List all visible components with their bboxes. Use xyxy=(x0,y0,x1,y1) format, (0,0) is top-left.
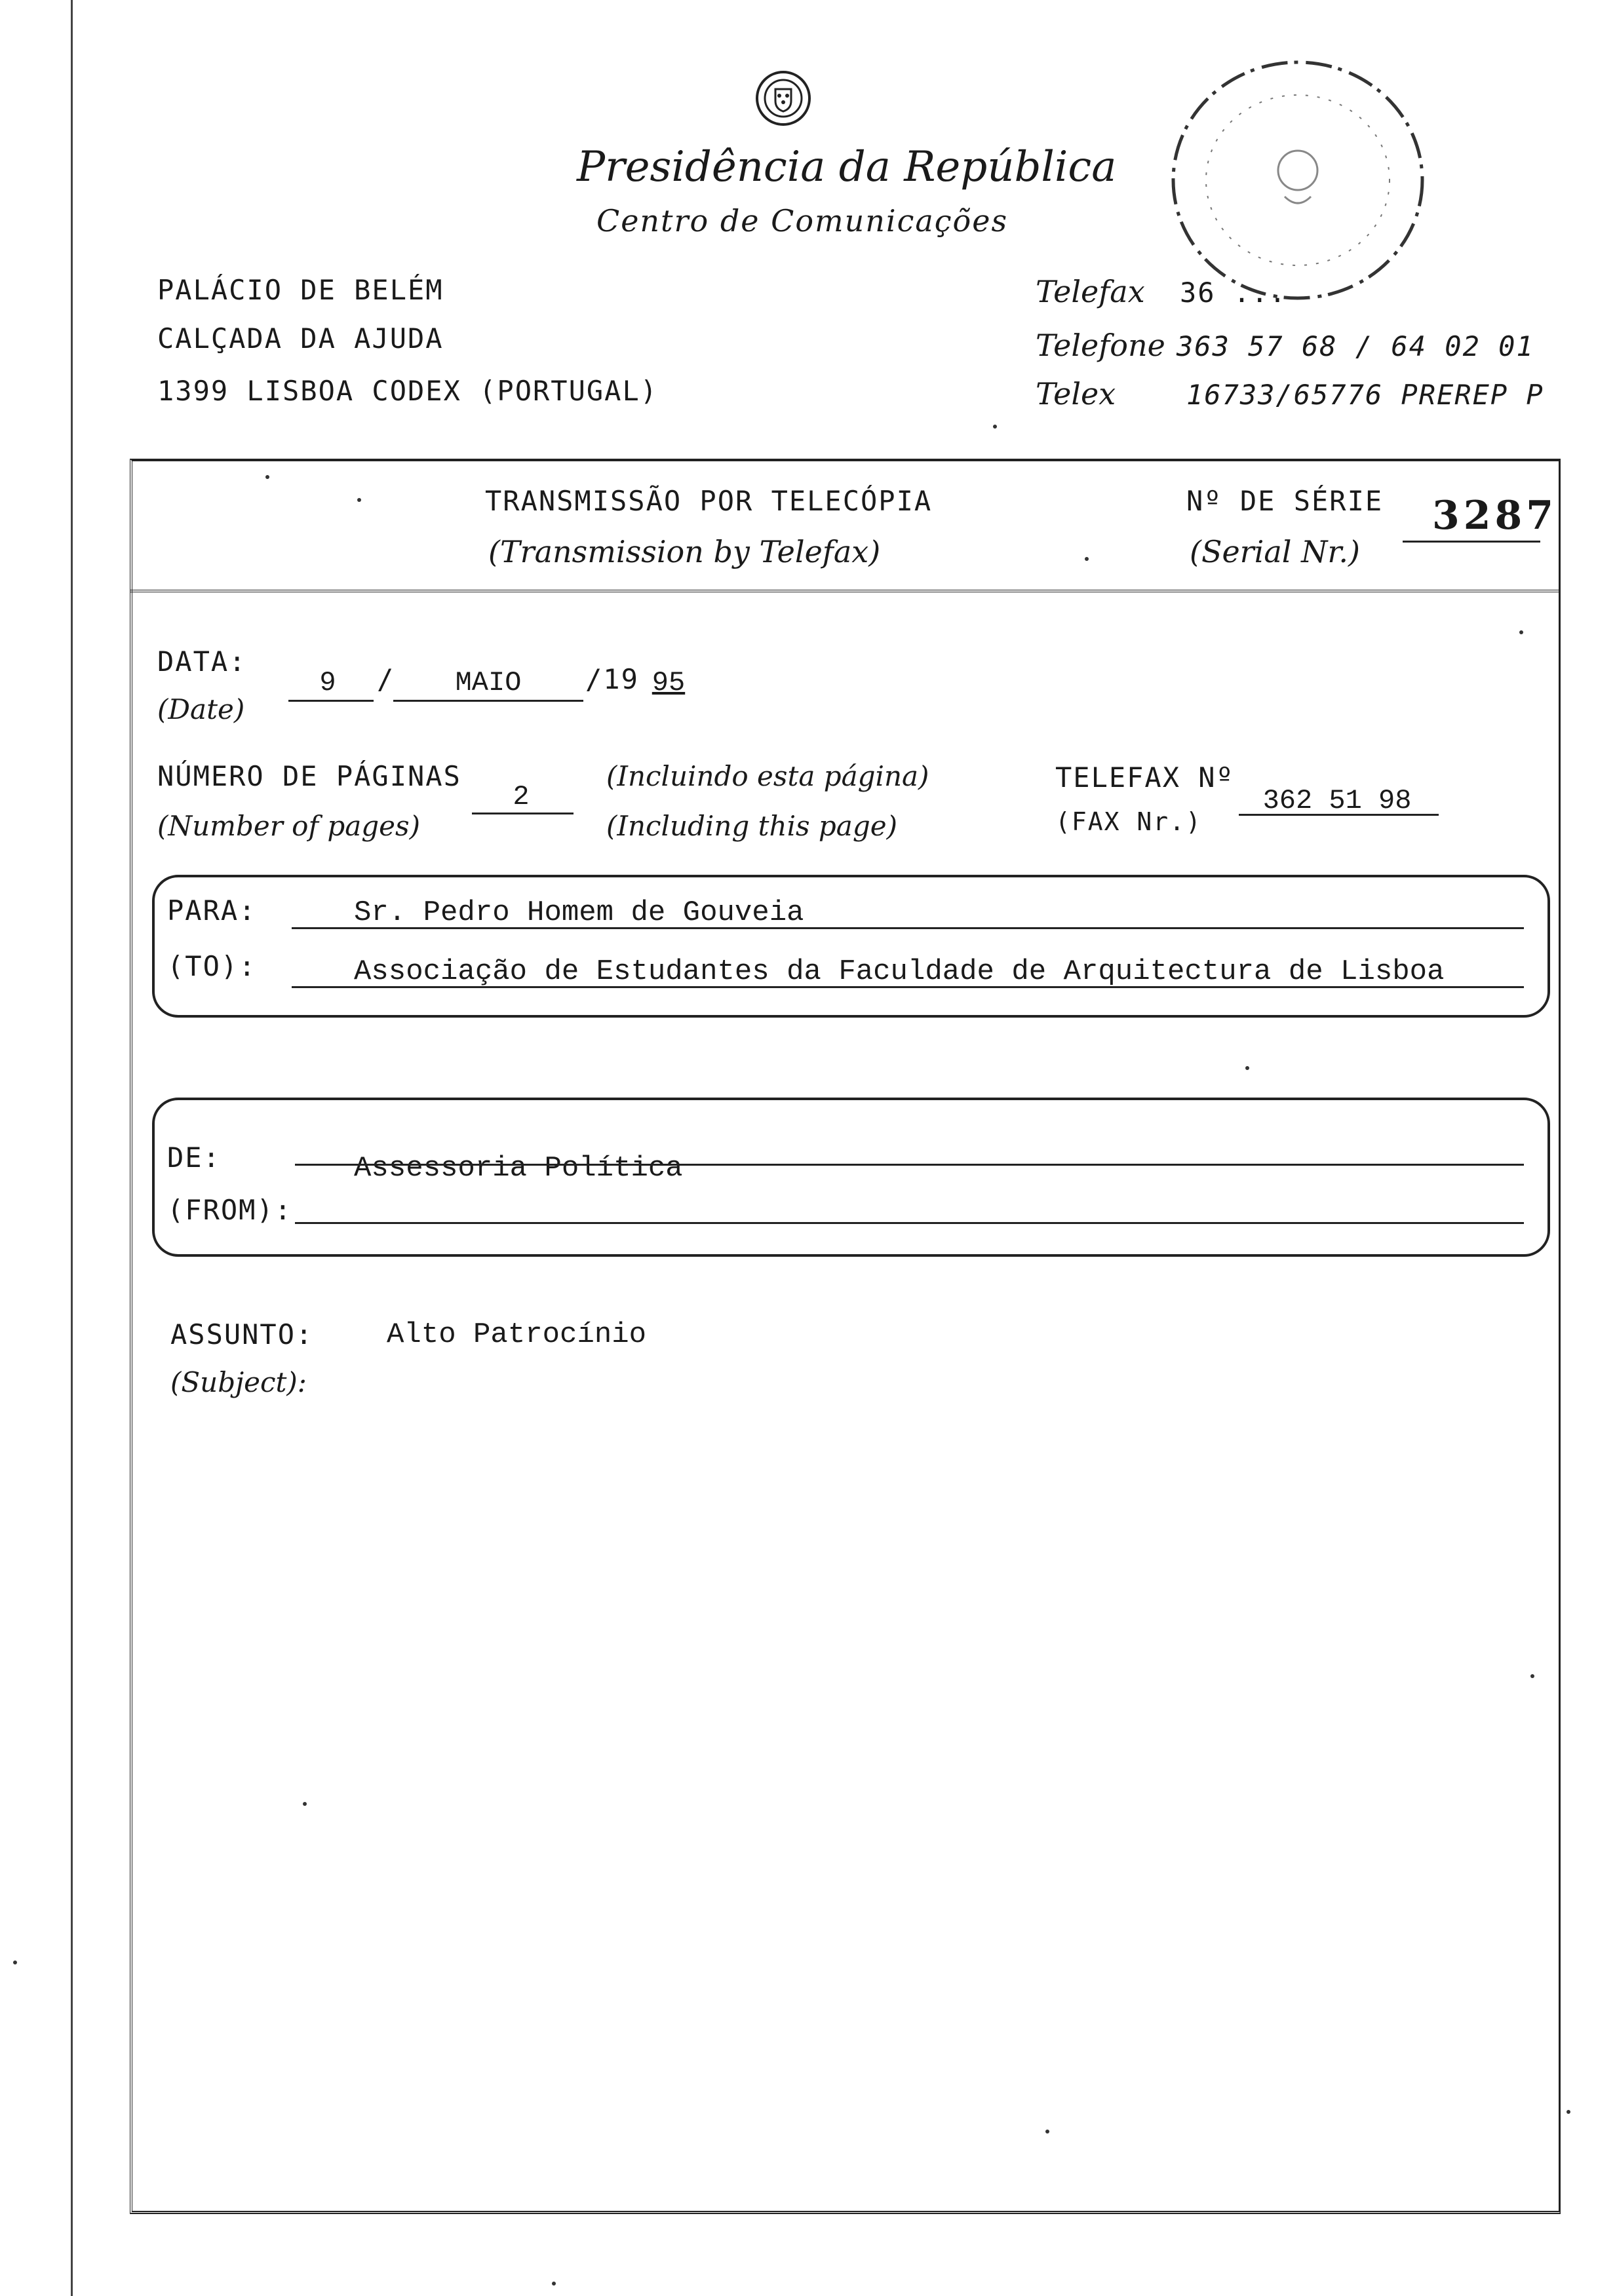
date-year: 95 xyxy=(652,667,686,698)
title-pt: TRANSMISSÃO POR TELECÓPIA xyxy=(485,485,933,517)
date-month: MAIO xyxy=(455,667,522,698)
pages-value: 2 xyxy=(513,781,530,813)
from-label-pt: DE: xyxy=(167,1141,221,1174)
title-divider xyxy=(130,590,1559,592)
subject-label-en: (Subject): xyxy=(170,1366,307,1398)
title-en: (Transmission by Telefax) xyxy=(488,534,881,569)
pages-note-pt: (Incluindo esta página) xyxy=(606,760,929,792)
date-day: 9 xyxy=(319,667,336,698)
org-name: Presidência da República xyxy=(577,143,1117,191)
to-name: Sr. Pedro Homem de Gouveia xyxy=(354,896,804,929)
address-line-3: 1399 LISBOA CODEX (PORTUGAL) xyxy=(157,375,659,407)
subject-label-pt: ASSUNTO: xyxy=(170,1318,314,1350)
serial-underline xyxy=(1403,541,1540,543)
fax-label-en: (FAX Nr.) xyxy=(1055,807,1202,836)
date-day-line xyxy=(288,700,374,702)
republic-emblem xyxy=(750,66,816,131)
to-label-en: (TO): xyxy=(167,950,257,982)
scan-speck xyxy=(13,1961,17,1964)
subject-value: Alto Patrocínio xyxy=(387,1318,647,1351)
address-line-1: PALÁCIO DE BELÉM xyxy=(157,274,444,306)
form-frame xyxy=(130,459,1561,2214)
to-label-pt: PARA: xyxy=(167,894,257,927)
contact-value-telefone: 363 57 68 / 64 02 01 xyxy=(1177,330,1534,362)
contact-value-telex: 16733/65776 PREREP P xyxy=(1186,379,1544,411)
page-left-edge xyxy=(71,0,73,2296)
fax-value-line xyxy=(1239,814,1439,816)
date-month-line xyxy=(393,700,583,702)
to-org-line xyxy=(292,986,1524,988)
pages-value-line xyxy=(472,813,574,814)
from-line-2 xyxy=(295,1222,1524,1224)
pages-label-pt: NÚMERO DE PÁGINAS xyxy=(157,760,461,792)
contact-value-telefax: 36 ... xyxy=(1180,277,1287,309)
date-year-prefix: /19 xyxy=(585,663,639,695)
scan-speck xyxy=(1566,2110,1570,2114)
scan-speck xyxy=(993,425,997,429)
scan-speck xyxy=(303,1802,307,1806)
scan-speck xyxy=(1045,2130,1049,2133)
scan-speck xyxy=(1245,1066,1249,1070)
pages-note-en: (Including this page) xyxy=(606,810,897,842)
contact-label-telex: Telex xyxy=(1036,376,1116,411)
contact-label-telefax: Telefax xyxy=(1036,274,1145,309)
date-label-en: (Date) xyxy=(157,693,245,725)
fax-value: 362 51 98 xyxy=(1262,785,1412,816)
scan-speck xyxy=(1085,557,1089,561)
to-name-line xyxy=(292,927,1524,929)
serial-label-pt: Nº DE SÉRIE xyxy=(1186,485,1384,517)
serial-label-en: (Serial Nr.) xyxy=(1190,534,1360,569)
from-label-en: (FROM): xyxy=(167,1194,293,1226)
scan-speck xyxy=(265,475,269,479)
from-name: Assessoria Política xyxy=(354,1152,683,1185)
date-label-pt: DATA: xyxy=(157,645,247,678)
scan-speck xyxy=(552,2282,556,2286)
date-sep: / xyxy=(377,663,395,695)
contact-label-telefone: Telefone xyxy=(1036,328,1165,363)
from-name-line xyxy=(295,1164,1524,1166)
scan-speck xyxy=(1519,630,1523,634)
pages-label-en: (Number of pages) xyxy=(157,810,420,842)
to-organization: Associação de Estudantes da Faculdade de Arquitectura de Lisboa xyxy=(354,955,1445,988)
scan-speck xyxy=(1530,1674,1534,1678)
scan-speck xyxy=(357,498,361,502)
serial-number: 3287 xyxy=(1432,493,1557,539)
fax-label-pt: TELEFAX Nº xyxy=(1055,761,1234,794)
address-line-2: CALÇADA DA AJUDA xyxy=(157,322,444,354)
dept-name: Centro de Comunicações xyxy=(596,203,1009,239)
